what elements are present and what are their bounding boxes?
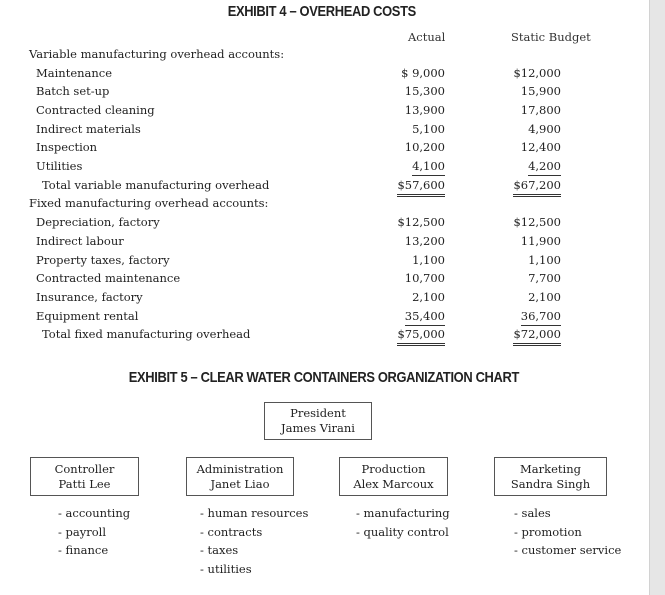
org-box-president bbox=[264, 402, 372, 440]
org-box-administration bbox=[186, 457, 294, 496]
actual-total: $57,600 bbox=[375, 176, 445, 197]
table-row bbox=[0, 307, 650, 325]
table-row bbox=[0, 45, 650, 63]
role-label: Administration bbox=[196, 461, 284, 476]
table-row bbox=[0, 138, 650, 156]
duties-list-production bbox=[356, 504, 450, 541]
list-item: - customer service bbox=[514, 543, 622, 557]
exhibit5-title: EXHIBIT 5 – CLEAR WATER CONTAINERS ORGANIZATION CHART bbox=[128, 369, 520, 386]
role-label: Production bbox=[361, 461, 426, 476]
table-row bbox=[0, 101, 650, 119]
row-label: Indirect materials bbox=[36, 122, 141, 136]
role-label: President bbox=[290, 406, 346, 420]
row-label: Contracted maintenance bbox=[36, 271, 181, 285]
list-item: - finance bbox=[58, 543, 109, 557]
row-label: Property taxes, factory bbox=[36, 253, 170, 267]
actual-value: 13,200 bbox=[404, 234, 445, 248]
budget-value: 11,900 bbox=[520, 234, 561, 248]
row-label: Insurance, factory bbox=[36, 290, 143, 304]
actual-value: 5,100 bbox=[412, 122, 445, 136]
list-item: - promotion bbox=[514, 524, 582, 539]
row-label: Batch set-up bbox=[36, 84, 110, 98]
actual-value: 1,100 bbox=[412, 253, 445, 267]
actual-total: $75,000 bbox=[375, 325, 445, 346]
table-row bbox=[0, 82, 650, 100]
row-label: Depreciation, factory bbox=[36, 215, 160, 229]
table-row bbox=[0, 194, 650, 212]
actual-value: 4,100 bbox=[375, 157, 445, 176]
duties-list-controller bbox=[58, 504, 130, 560]
budget-total: $72,000 bbox=[491, 325, 561, 346]
section-heading-variable: Variable manufacturing overhead accounts: bbox=[29, 47, 285, 61]
row-label: Utilities bbox=[36, 159, 83, 173]
budget-total: $67,200 bbox=[491, 176, 561, 197]
budget-value: 4,900 bbox=[528, 122, 561, 136]
row-label: Inspection bbox=[36, 140, 98, 154]
role-label: Controller bbox=[54, 461, 115, 476]
budget-value: $12,500 bbox=[513, 215, 561, 229]
vertical-scrollbar[interactable] bbox=[649, 0, 665, 595]
table-row bbox=[0, 251, 650, 269]
actual-value: $ 9,000 bbox=[401, 66, 445, 80]
person-name: James Virani bbox=[281, 421, 355, 435]
table-row bbox=[0, 325, 650, 343]
actual-value: 15,300 bbox=[404, 84, 445, 98]
actual-value: 13,900 bbox=[404, 103, 445, 117]
budget-value: 2,100 bbox=[528, 290, 561, 304]
list-item: - human resources bbox=[200, 506, 309, 520]
exhibit4-title: EXHIBIT 4 – OVERHEAD COSTS bbox=[227, 3, 416, 20]
budget-value: $12,000 bbox=[513, 66, 561, 80]
table-row bbox=[0, 232, 650, 250]
table-row bbox=[0, 64, 650, 82]
row-label: Maintenance bbox=[36, 66, 113, 80]
role-label: Marketing bbox=[520, 461, 581, 476]
table-row bbox=[0, 120, 650, 138]
budget-value: 17,800 bbox=[520, 103, 561, 117]
table-row bbox=[0, 176, 650, 194]
total-label: Total fixed manufacturing overhead bbox=[42, 327, 251, 341]
list-item: - payroll bbox=[58, 524, 107, 539]
list-item: - accounting bbox=[58, 506, 131, 520]
duties-list-administration bbox=[200, 504, 308, 578]
actual-value: 2,100 bbox=[412, 290, 445, 304]
table-row bbox=[0, 269, 650, 287]
actual-value: 10,700 bbox=[404, 271, 445, 285]
org-box-marketing bbox=[494, 457, 607, 496]
actual-value: $12,500 bbox=[397, 215, 445, 229]
row-label: Indirect labour bbox=[36, 234, 124, 248]
budget-value: 7,700 bbox=[528, 271, 561, 285]
row-label: Contracted cleaning bbox=[36, 103, 155, 117]
list-item: - contracts bbox=[200, 524, 263, 539]
table-row bbox=[0, 213, 650, 231]
table-row bbox=[0, 157, 650, 175]
budget-value: 15,900 bbox=[520, 84, 561, 98]
org-box-production bbox=[339, 457, 448, 496]
list-item: - utilities bbox=[200, 561, 252, 576]
section-heading-fixed: Fixed manufacturing overhead accounts: bbox=[29, 196, 269, 210]
duties-list-marketing bbox=[514, 504, 621, 560]
column-header-actual: Actual bbox=[408, 30, 446, 44]
budget-value: 4,200 bbox=[491, 157, 561, 176]
list-item: - taxes bbox=[200, 543, 239, 557]
row-label: Equipment rental bbox=[36, 309, 139, 323]
list-item: - quality control bbox=[356, 524, 449, 539]
list-item: - manufacturing bbox=[356, 506, 450, 520]
total-label: Total variable manufacturing overhead bbox=[42, 178, 270, 192]
person-name: Sandra Singh bbox=[510, 476, 591, 491]
person-name: Patti Lee bbox=[58, 476, 111, 491]
budget-value: 12,400 bbox=[520, 140, 561, 154]
actual-value: 35,400 bbox=[375, 307, 445, 326]
budget-value: 36,700 bbox=[491, 307, 561, 326]
column-header-static-budget: Static Budget bbox=[511, 30, 591, 44]
list-item: - sales bbox=[514, 506, 551, 520]
actual-value: 10,200 bbox=[404, 140, 445, 154]
person-name: Janet Liao bbox=[210, 476, 270, 491]
org-box-controller bbox=[30, 457, 139, 496]
table-row bbox=[0, 288, 650, 306]
person-name: Alex Marcoux bbox=[353, 476, 434, 491]
budget-value: 1,100 bbox=[528, 253, 561, 267]
